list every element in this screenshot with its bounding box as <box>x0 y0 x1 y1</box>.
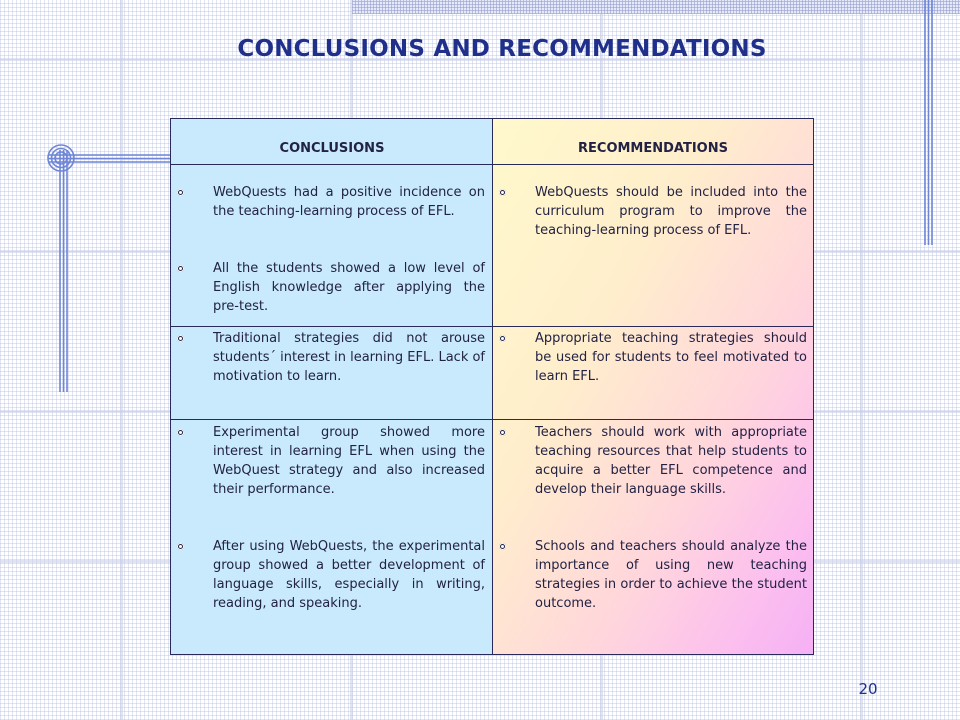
conclusion-text: All the students showed a low level of English knowledge after applying the pre-test. <box>213 261 485 314</box>
bullet-icon <box>177 429 184 436</box>
recommendation-text: Appropriate teaching strategies should be used for students to feel motivated to learn EFL. <box>535 331 807 384</box>
page-number: 20 <box>858 680 878 698</box>
conclusion-text: After using WebQuests, the experimental group showed a better development of language skills, especially in writing, reading, and speaking. <box>213 539 485 611</box>
conclusions-header: CONCLUSIONS <box>279 141 385 156</box>
conclusions-recommendations-table <box>170 118 814 655</box>
bullet-icon <box>177 265 184 272</box>
bullet-icon <box>177 335 184 342</box>
bullet-icon <box>499 543 506 550</box>
page-title: CONCLUSIONS AND RECOMMENDATIONS <box>237 36 767 62</box>
bullet-icon <box>499 189 506 196</box>
recommendation-text: WebQuests should be included into the curriculum program to improve the teaching-learning process of EFL. <box>535 185 807 238</box>
bullet-icon <box>499 335 506 342</box>
recommendation-text: Schools and teachers should analyze the importance of using new teaching strategies in order to achieve the student outcome. <box>535 539 807 611</box>
row-divider <box>171 419 813 420</box>
bullet-icon <box>499 429 506 436</box>
conclusion-text: Experimental group showed more interest in learning EFL when using the WebQuest strategy and also increased their performance. <box>213 425 485 497</box>
row-divider <box>171 326 813 327</box>
conclusion-text: Traditional strategies did not arouse students´ interest in learning EFL. Lack of motivation to learn. <box>213 331 486 384</box>
header-divider <box>171 164 813 165</box>
bullet-icon <box>177 189 184 196</box>
recommendations-header: RECOMMENDATIONS <box>578 141 728 156</box>
recommendation-text: Teachers should work with appropriate teaching resources that help students to acquire a better EFL competence and develop their language skills. <box>535 425 807 497</box>
bullet-icon <box>177 543 184 550</box>
conclusion-text: WebQuests had a positive incidence on the teaching-learning process of EFL. <box>213 185 485 219</box>
